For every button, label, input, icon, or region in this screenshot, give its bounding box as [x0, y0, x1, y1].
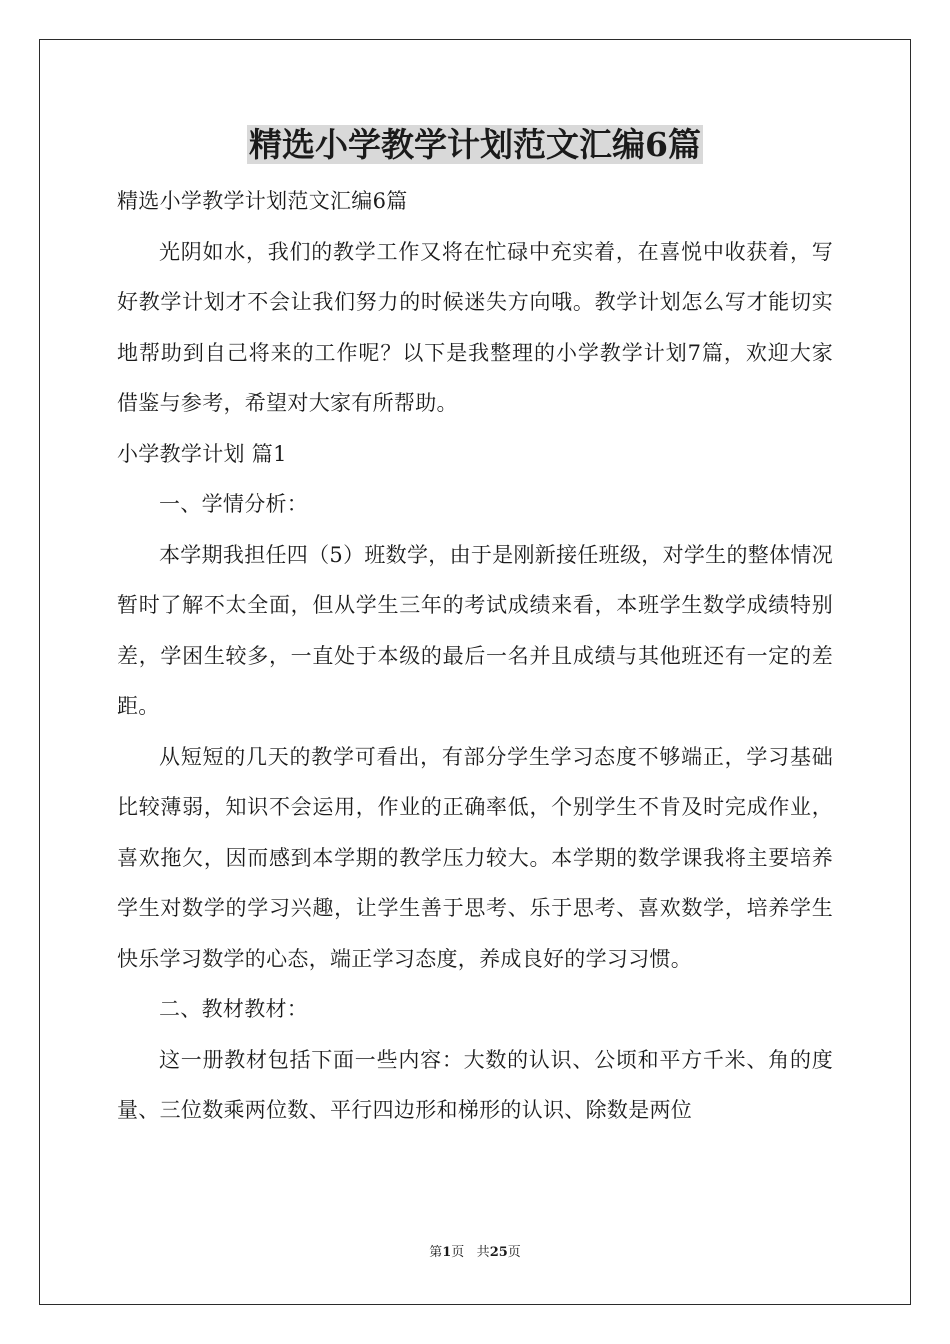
footer-page-suffix: 页: [451, 1245, 465, 1260]
intro-paragraph: 光阴如水，我们的教学工作又将在忙碌中充实着，在喜悦中收获着，写好教学计划才不会让我们努力的时候迷失方向哦。教学计划怎么写才能切实地帮助到自己将来的工作呢？以下是我整理的小学教学计划7篇，欢迎大家借鉴与参考，希望对大家有所帮助。: [117, 239, 833, 415]
document-title: [0, 122, 950, 168]
document-body: [117, 176, 833, 1136]
subheading-textbook: 二、教材教材：: [159, 997, 309, 1021]
footer-page-number: 1: [442, 1245, 452, 1260]
footer-page-prefix: 第: [429, 1245, 443, 1260]
footer-total-prefix: 共: [476, 1245, 490, 1260]
paragraph-textbook-content: 这一册教材包括下面一些内容：大数的认识、公顷和平方千米、角的度量、三位数乘两位数、平行四边形和梯形的认识、除数是两位: [117, 1047, 833, 1122]
document-subtitle: 精选小学教学计划范文汇编6篇: [117, 189, 408, 213]
paragraph-learning-attitude: 从短短的几天的教学可看出，有部分学生学习态度不够端正，学习基础比较薄弱，知识不会运用，作业的正确率低，个别学生不肯及时完成作业，喜欢拖欠，因而感到本学期的教学压力较大。本学期的数学课我将主要培养学生对数学的学习兴趣，让学生善于思考、乐于思考、喜欢数学，培养学生快乐学习数学的心态，端正学习态度，养成良好的学习习惯。: [117, 744, 833, 971]
document-title-text: 精选小学教学计划范文汇编6篇: [249, 125, 701, 164]
subheading-student-analysis: 一、学情分析：: [159, 492, 309, 516]
footer-total-pages: 25: [489, 1245, 508, 1260]
footer-total-suffix: 页: [507, 1245, 521, 1260]
section-heading-plan-1: 小学教学计划 篇1: [117, 441, 287, 466]
page-footer: [0, 1244, 950, 1262]
paragraph-class-situation: 本学期我担任四（5）班数学，由于是刚新接任班级，对学生的整体情况暂时了解不太全面，但从学生三年的考试成绩来看，本班学生数学成绩特别差，学困生较多，一直处于本级的最后一名并且成绩与其他班还有一定的差距。: [117, 542, 833, 718]
